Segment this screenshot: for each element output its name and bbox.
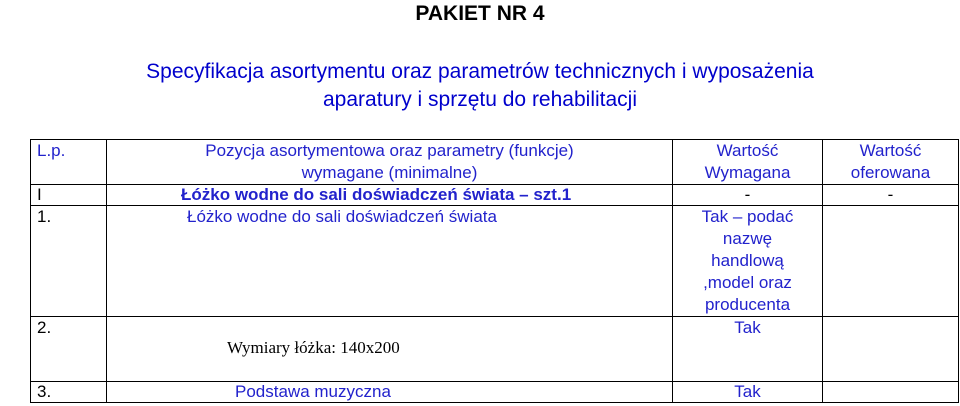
row-1-lp: 1. xyxy=(31,206,107,317)
row-1-required-line-4: ,model oraz xyxy=(703,273,792,292)
header-position xyxy=(107,140,673,185)
row-1-offered[interactable] xyxy=(823,206,959,317)
section-lp: I xyxy=(31,185,107,206)
section-name: Łóżko wodne do sali doświadczeń świata – szt.1 xyxy=(107,185,673,206)
page-title: PAKIET NR 4 xyxy=(415,2,545,25)
header-lp: L.p. xyxy=(31,140,107,185)
row-3-required: Tak xyxy=(673,382,823,403)
header-required-line-2: Wymagana xyxy=(704,163,791,182)
row-1-required xyxy=(673,206,823,317)
section-row xyxy=(31,185,959,206)
header-offered-line-1: Wartość xyxy=(859,141,922,160)
header-position-line-1: Pozycja asortymentowa oraz parametry (funkcje) xyxy=(205,141,574,160)
row-3-offered[interactable] xyxy=(823,382,959,403)
table-row xyxy=(31,382,959,403)
page-subtitle xyxy=(40,58,920,114)
subtitle-line-2: aparatury i sprzętu do rehabilitacji xyxy=(323,88,637,111)
section-required: - xyxy=(673,185,823,206)
section-offered: - xyxy=(823,185,959,206)
row-2-lp: 2. xyxy=(31,317,107,382)
table-row xyxy=(31,206,959,317)
header-offered-line-2: oferowana xyxy=(850,163,931,182)
row-2-required: Tak xyxy=(673,317,823,382)
row-1-required-line-5: producenta xyxy=(704,295,791,314)
specification-table xyxy=(30,139,959,403)
row-3-lp: 3. xyxy=(31,382,107,403)
row-2-name: Wymiary łóżka: 140x200 xyxy=(107,317,673,382)
row-3-name: Podstawa muzyczna xyxy=(107,382,673,403)
row-1-name: Łóżko wodne do sali doświadczeń świata xyxy=(107,206,673,317)
row-1-required-line-3: handlową xyxy=(711,251,784,270)
row-1-required-line-2: nazwę xyxy=(722,229,773,248)
header-required-line-1: Wartość xyxy=(716,141,779,160)
table-row xyxy=(31,317,959,382)
header-offered xyxy=(823,140,959,185)
subtitle-line-1: Specyfikacja asortymentu oraz parametrów technicznych i wyposażenia xyxy=(146,60,814,83)
header-required xyxy=(673,140,823,185)
header-position-line-2: wymagane (minimalne) xyxy=(301,163,478,182)
row-1-required-line-1: Tak – podać xyxy=(701,207,794,226)
row-2-offered[interactable] xyxy=(823,317,959,382)
table-header-row xyxy=(31,140,959,185)
